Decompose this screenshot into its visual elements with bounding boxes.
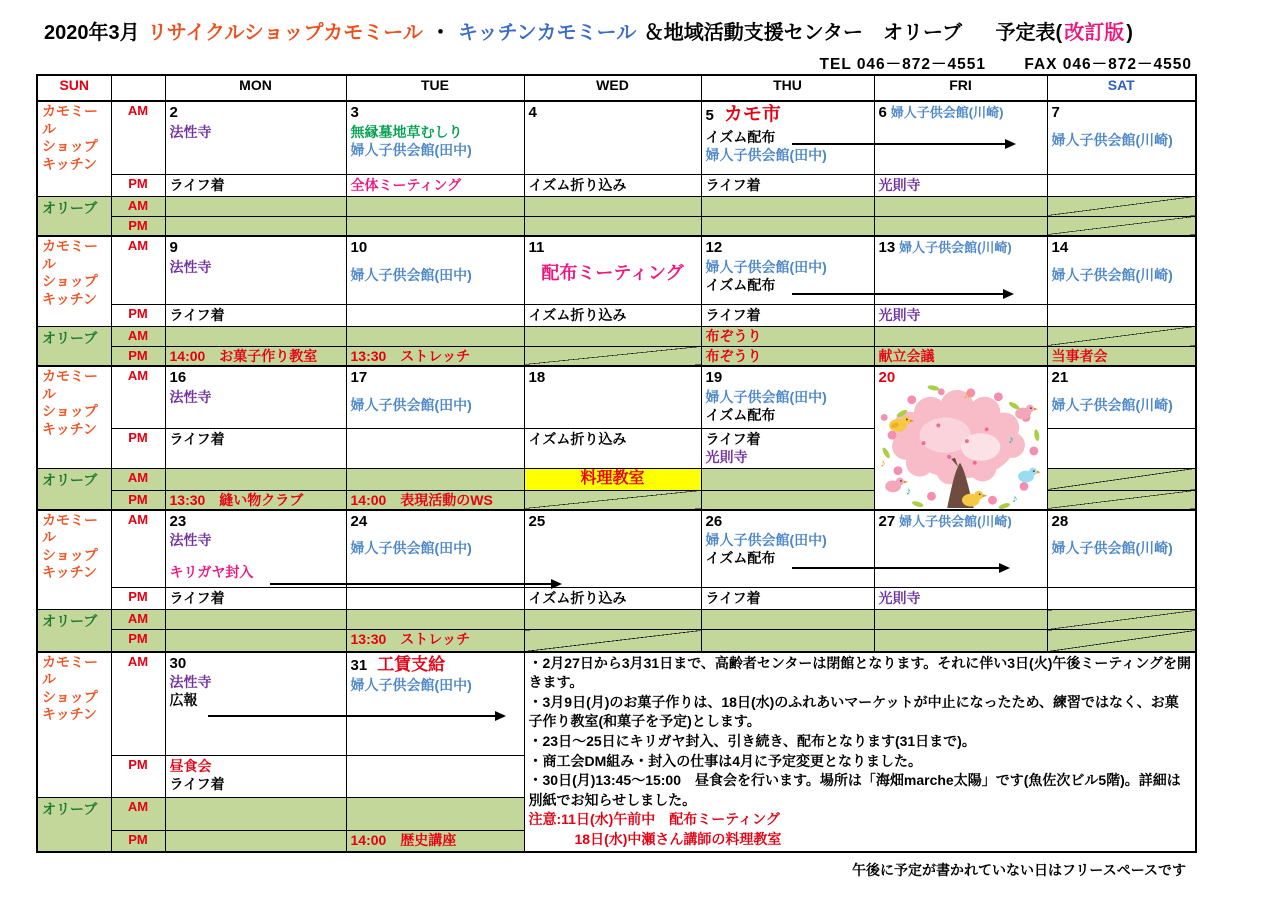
- kirigaya-arrow-w4: [270, 583, 560, 585]
- title-schedule-prefix: 予定表(: [995, 22, 1063, 44]
- fax-number: FAX 046－872－4550: [1024, 56, 1192, 73]
- cell-w5-olive-mon-am: [165, 798, 346, 831]
- cell-w3-olive-tue-pm: 14:00 表現活動のWS: [346, 490, 524, 510]
- cell-w3-thu-am: 19 婦人子供会館(田中) イズム配布: [701, 366, 874, 428]
- cell-w4-tue-am: 24 婦人子供会館(田中): [346, 510, 524, 588]
- svg-text:♪: ♪: [905, 485, 911, 498]
- tel-number: TEL 046－872－4551: [819, 56, 987, 73]
- cell-w4-olive-wed-pm-closed: [524, 630, 701, 652]
- cell-w2-fri-am: 13 婦人子供会館(川崎): [874, 236, 1047, 304]
- cell-w1-tue-am: 3 無縁墓地草むしり 婦人子供会館(田中): [346, 101, 524, 174]
- cell-w1-olive-fri-am: [874, 196, 1047, 216]
- cell-w1-olive-tue-pm: [346, 216, 524, 236]
- cell-w4-olive-thu-am: [701, 610, 874, 630]
- cell-w2-olive-mon-am: [165, 326, 346, 346]
- pm-label: PM: [111, 490, 165, 510]
- col-header-sun: SUN: [37, 75, 111, 101]
- am-label: AM: [111, 101, 165, 174]
- cell-w3-olive-sat-pm-closed: [1047, 490, 1196, 510]
- cell-w1-sat-am: 7 婦人子供会館(川崎): [1047, 101, 1196, 174]
- note-line: ・23日～25日にキリガヤ封入、引き続き、配布となります(31日まで)。: [528, 732, 976, 749]
- cell-w1-mon-am: 2 法性寺: [165, 101, 346, 174]
- contact-line: [36, 52, 1192, 74]
- cell-w4-olive-sat-am-closed: [1047, 610, 1196, 630]
- am-label: AM: [111, 326, 165, 346]
- cell-w1-olive-thu-pm: [701, 216, 874, 236]
- cell-w5-olive-mon-pm: [165, 831, 346, 852]
- distribution-meeting-event: 配布ミーティング: [541, 262, 684, 283]
- cell-w5-olive-tue-pm: 14:00 歴史講座: [346, 831, 524, 852]
- cell-w3-tue-am: 17 婦人子供会館(田中): [346, 366, 524, 428]
- cell-w3-olive-wed-pm-closed: [524, 490, 701, 510]
- footer-note: 午後に予定が書かれていない日はフリースペースです: [851, 862, 1186, 878]
- cell-w5-tue-pm: [346, 756, 524, 798]
- col-header-tue: TUE: [346, 75, 524, 101]
- svg-text:♪: ♪: [879, 457, 886, 470]
- cell-w3-sat-pm: [1047, 428, 1196, 468]
- cell-w4-olive-wed-am: [524, 610, 701, 630]
- svg-text:♪: ♪: [1007, 434, 1014, 447]
- distribution-arrow-w1: [792, 143, 1014, 145]
- cell-w2-olive-thu-am: 布ぞうり: [701, 326, 874, 346]
- cell-w5-mon-pm: 昼食会 ライフ着: [165, 756, 346, 798]
- note-line: ・商工会DM組み・封入の仕事は4月に予定変更となりました。: [528, 752, 923, 769]
- row-label-camomile-w5: カモミール ショップ キッチン: [37, 652, 111, 798]
- cell-w3-fri-holiday: 20 ♪ ♪ ♫ ♪ ♪: [874, 366, 1047, 510]
- bird-blue-right: [1018, 468, 1041, 483]
- pm-label: PM: [111, 428, 165, 468]
- cell-w3-olive-mon-am: [165, 468, 346, 490]
- pm-label: PM: [111, 304, 165, 326]
- cell-w4-olive-fri-pm: [874, 630, 1047, 652]
- cell-w2-thu-pm: ライフ着: [701, 304, 874, 326]
- pm-label: PM: [111, 756, 165, 798]
- note-line: ・30日(月)13:45～15:00 昼食会を行います。場所は「海畑marche太陽」です(魚佐次ビル5階)。詳細は別紙でお知らせしました。: [528, 772, 1181, 808]
- row-label-camomile-w4: カモミール ショップ キッチン: [37, 510, 111, 610]
- cell-w3-tue-pm: [346, 428, 524, 468]
- cell-w1-olive-wed-pm: [524, 216, 701, 236]
- cell-w2-olive-fri-am: [874, 326, 1047, 346]
- cell-w2-tue-am: 10 婦人子供会館(田中): [346, 236, 524, 304]
- cell-w2-sat-am: 14 婦人子供会館(川崎): [1047, 236, 1196, 304]
- cell-w2-wed-am: 11 配布ミーティング: [524, 236, 701, 304]
- cell-w1-fri-am: 6 婦人子供会館(川崎): [874, 101, 1047, 174]
- am-label: AM: [111, 196, 165, 216]
- distribution-arrow-w2: [792, 293, 1012, 295]
- cell-w4-olive-fri-am: [874, 610, 1047, 630]
- am-label: AM: [111, 236, 165, 304]
- cell-w3-sat-am: 21 婦人子供会館(川崎): [1047, 366, 1196, 428]
- cell-w4-wed-pm: イズム折り込み: [524, 588, 701, 610]
- kouhou-arrow-w5: [208, 715, 504, 717]
- cell-w2-olive-tue-pm: 13:30 ストレッチ: [346, 346, 524, 366]
- cell-w2-olive-mon-pm: 14:00 お菓子作り教室: [165, 346, 346, 366]
- col-header-ampm: [111, 75, 165, 101]
- note-warning-1: 注意:11日(水)午前中 配布ミーティング: [528, 811, 780, 828]
- am-label: AM: [111, 468, 165, 490]
- bird-pink-bottomleft: [885, 478, 908, 493]
- row-label-olive-w3: オリーブ: [37, 468, 111, 510]
- cell-w4-wed-am: 25: [524, 510, 701, 588]
- cell-w2-wed-pm: イズム折り込み: [524, 304, 701, 326]
- cell-w1-olive-wed-am: [524, 196, 701, 216]
- cell-w1-olive-mon-pm: [165, 216, 346, 236]
- cell-w2-olive-tue-am: [346, 326, 524, 346]
- cell-w4-tue-pm: [346, 588, 524, 610]
- kirigaya-sealing-task: キリガヤ封入: [169, 564, 254, 581]
- cell-w5-olive-tue-am: [346, 798, 524, 831]
- cell-w3-olive-wed-am-cooking-class: 料理教室: [524, 468, 701, 490]
- cell-w4-thu-am: 26 婦人子供会館(田中) イズム配布: [701, 510, 874, 588]
- am-label: AM: [111, 510, 165, 588]
- cell-w2-olive-wed-pm-closed: [524, 346, 701, 366]
- cell-w3-thu-pm: ライフ着 光則寺: [701, 428, 874, 468]
- pm-label: PM: [111, 588, 165, 610]
- cell-w4-fri-pm: 光則寺: [874, 588, 1047, 610]
- cell-w4-olive-tue-pm: 13:30 ストレッチ: [346, 630, 524, 652]
- cell-w4-olive-mon-pm: [165, 630, 346, 652]
- cell-w3-olive-thu-pm: [701, 490, 874, 510]
- cell-w2-mon-pm: ライフ着: [165, 304, 346, 326]
- cell-w2-olive-fri-pm: 献立会議: [874, 346, 1047, 366]
- cell-w1-thu-pm: ライフ着: [701, 174, 874, 196]
- cell-w4-mon-am: 23 法性寺 キリガヤ封入: [165, 510, 346, 588]
- row-label-camomile-w3: カモミール ショップ キッチン: [37, 366, 111, 468]
- cell-w1-wed-pm: イズム折り込み: [524, 174, 701, 196]
- title-shop-name: リサイクルショップカモミール: [147, 22, 423, 44]
- cell-w4-olive-tue-am: [346, 610, 524, 630]
- cell-w2-olive-wed-am: [524, 326, 701, 346]
- cell-w1-tue-pm: 全体ミーティング: [346, 174, 524, 196]
- cell-w5-tue-am: 31 工賃支給 婦人子供会館(田中): [346, 652, 524, 756]
- cell-w3-mon-am: 16 法性寺: [165, 366, 346, 428]
- pm-label: PM: [111, 630, 165, 652]
- title-period: 2020年3月: [44, 22, 140, 44]
- cell-w1-olive-sat-am-closed: [1047, 196, 1196, 216]
- cell-w3-wed-pm: イズム折り込み: [524, 428, 701, 468]
- title-center-name: ＆地域活動支援センター オリーブ: [643, 22, 962, 44]
- cell-w2-fri-pm: 光則寺: [874, 304, 1047, 326]
- title-revised-badge: 改訂版: [1064, 22, 1125, 44]
- cell-w4-sat-am: 28 婦人子供会館(川崎): [1047, 510, 1196, 588]
- cell-w4-thu-pm: ライフ着: [701, 588, 874, 610]
- cell-w1-olive-sat-pm-closed: [1047, 216, 1196, 236]
- col-header-mon: MON: [165, 75, 346, 101]
- cell-w1-olive-fri-pm: [874, 216, 1047, 236]
- note-line: ・3月9日(月)のお菓子作りは、18日(水)のふれあいマーケットが中止になったため、練習ではなく、お菓子作り教室(和菓子を予定)とします。: [528, 693, 1179, 730]
- am-label: AM: [111, 798, 165, 831]
- distribution-arrow-w4: [792, 567, 1008, 569]
- col-header-sat: SAT: [1047, 75, 1196, 101]
- cherry-blossom-tree-illustration: [876, 384, 1044, 510]
- kamo-market-event: カモ市: [723, 104, 781, 125]
- cell-w3-mon-pm: ライフ着: [165, 428, 346, 468]
- cell-w4-olive-thu-pm: [701, 630, 874, 652]
- am-label: AM: [111, 610, 165, 630]
- row-label-camomile-w2: カモミール ショップ キッチン: [37, 236, 111, 326]
- cell-w1-olive-mon-am: [165, 196, 346, 216]
- svg-text:♪: ♪: [1011, 493, 1018, 506]
- title-kitchen-name: キッチンカモミール: [458, 22, 637, 44]
- cell-w1-olive-tue-am: [346, 196, 524, 216]
- cell-w2-olive-sat-pm: 当事者会: [1047, 346, 1196, 366]
- row-label-camomile-w1: カモミール ショップ キッチン: [37, 101, 111, 196]
- row-label-olive-w4: オリーブ: [37, 610, 111, 652]
- cell-w3-wed-am: 18: [524, 366, 701, 428]
- cell-w2-olive-thu-pm: 布ぞうり: [701, 346, 874, 366]
- notes-box: [524, 652, 1196, 852]
- row-label-olive-w1: オリーブ: [37, 196, 111, 236]
- cell-w4-olive-mon-am: [165, 610, 346, 630]
- svg-text:♫: ♫: [962, 388, 971, 401]
- cell-w2-mon-am: 9 法性寺: [165, 236, 346, 304]
- cell-w1-thu-am: 5 カモ市 イズム配布 婦人子供会館(田中): [701, 101, 874, 174]
- row-label-olive-w5: オリーブ: [37, 798, 111, 852]
- cell-w1-sat-pm: [1047, 174, 1196, 196]
- note-warning-2: 18日(水)中瀬さん講師の料理教室: [574, 830, 782, 847]
- col-header-fri: FRI: [874, 75, 1047, 101]
- cell-w3-olive-thu-am: [701, 468, 874, 490]
- wage-payment-event: 工賃支給: [377, 654, 446, 674]
- cell-w4-olive-sat-pm-closed: [1047, 630, 1196, 652]
- page-title: [44, 16, 1135, 45]
- cell-w3-olive-tue-am: [346, 468, 524, 490]
- col-header-thu: THU: [701, 75, 874, 101]
- cell-w4-sat-pm: [1047, 588, 1196, 610]
- cell-w4-mon-pm: ライフ着: [165, 588, 346, 610]
- row-label-olive-w2: オリーブ: [37, 326, 111, 366]
- cell-w2-sat-pm: [1047, 304, 1196, 326]
- title-separator: ・: [430, 22, 451, 44]
- cell-w4-fri-am: 27 婦人子供会館(川崎): [874, 510, 1047, 588]
- cell-w2-olive-sat-am-closed: [1047, 326, 1196, 346]
- cell-w1-olive-thu-am: [701, 196, 874, 216]
- cell-w3-olive-mon-pm: 13:30 縫い物クラブ: [165, 490, 346, 510]
- cell-w5-mon-am: 30 法性寺 広報: [165, 652, 346, 756]
- cell-w2-thu-am: 12 婦人子供会館(田中) イズム配布: [701, 236, 874, 304]
- schedule-table: [36, 74, 1197, 853]
- cell-w2-tue-pm: [346, 304, 524, 326]
- am-label: AM: [111, 366, 165, 428]
- pm-label: PM: [111, 831, 165, 852]
- note-line: ・2月27日から3月31日まで、高齢者センターは閉館となります。それに伴い3日(火)午後ミーティングを開きます。: [528, 654, 1191, 691]
- title-schedule-suffix: ): [1126, 22, 1133, 44]
- pm-label: PM: [111, 216, 165, 236]
- am-label: AM: [111, 652, 165, 756]
- cell-w1-wed-am: 4: [524, 101, 701, 174]
- cell-w3-olive-sat-am-closed: [1047, 468, 1196, 490]
- cell-w1-fri-pm: 光則寺: [874, 174, 1047, 196]
- pm-label: PM: [111, 346, 165, 366]
- col-header-wed: WED: [524, 75, 701, 101]
- pm-label: PM: [111, 174, 165, 196]
- cell-w1-mon-pm: ライフ着: [165, 174, 346, 196]
